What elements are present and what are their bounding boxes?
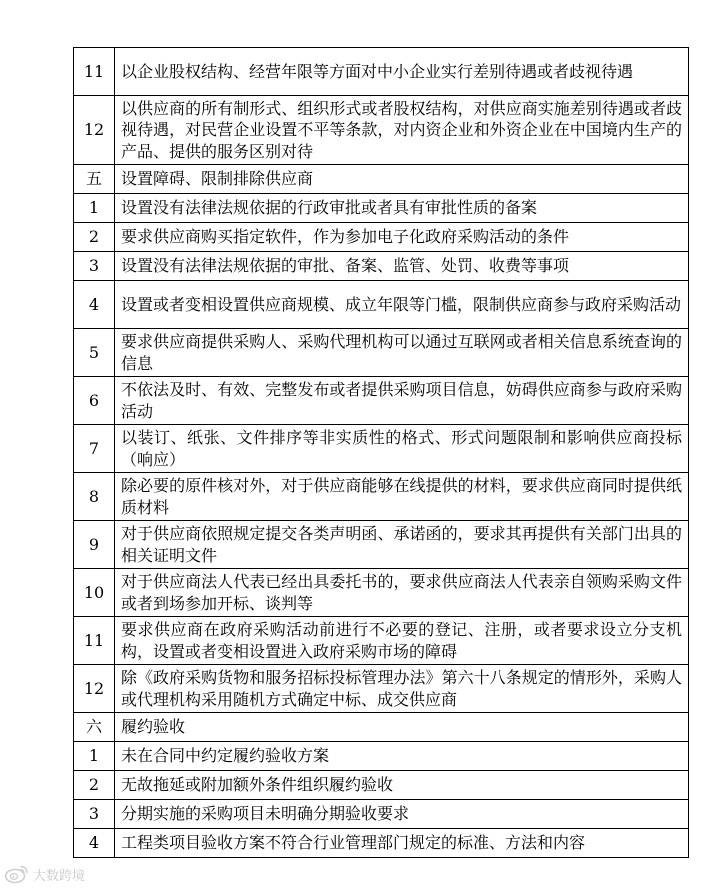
table-row — [74, 569, 689, 617]
table-row — [74, 617, 689, 665]
table-row — [74, 96, 689, 165]
watermark-text: 大数跨境 — [33, 868, 86, 884]
table-row — [74, 425, 689, 473]
row-number: 1 — [74, 742, 115, 771]
row-text: 履约验收 — [115, 713, 689, 742]
row-number: 六 — [74, 713, 115, 742]
table-row — [74, 194, 689, 223]
row-text: 要求供应商提供采购人、采购代理机构可以通过互联网或者相关信息系统查询的信息 — [115, 329, 689, 377]
row-number: 9 — [74, 521, 115, 569]
table-row — [74, 473, 689, 521]
table-body — [74, 48, 689, 858]
table-row — [74, 829, 689, 858]
row-text: 工程类项目验收方案不符合行业管理部门规定的标准、方法和内容 — [115, 829, 689, 858]
row-number: 3 — [74, 800, 115, 829]
row-text: 设置没有法律法规依据的审批、备案、监管、处罚、收费等事项 — [115, 252, 689, 281]
row-text: 以供应商的所有制形式、组织形式或者股权结构，对供应商实施差别待遇或者歧视待遇，对民营企业设置不平等条款，对内资企业和外资企业在中国境内生产的产品、提供的服务区别对待 — [115, 96, 689, 165]
row-text: 对于供应商依照规定提交各类声明函、承诺函的，要求其再提供有关部门出具的相关证明文件 — [115, 521, 689, 569]
row-text: 除必要的原件核对外，对于供应商能够在线提供的材料，要求供应商同时提供纸质材料 — [115, 473, 689, 521]
row-text: 以企业股权结构、经营年限等方面对中小企业实行差别待遇或者歧视待遇 — [115, 48, 689, 96]
row-text: 要求供应商购买指定软件，作为参加电子化政府采购活动的条件 — [115, 223, 689, 252]
weibo-icon — [4, 864, 30, 884]
row-number: 1 — [74, 194, 115, 223]
row-number: 5 — [74, 329, 115, 377]
table-row — [74, 252, 689, 281]
table-row — [74, 713, 689, 742]
row-text: 不依法及时、有效、完整发布或者提供采购项目信息，妨碍供应商参与政府采购活动 — [115, 377, 689, 425]
table-row — [74, 48, 689, 96]
table-row — [74, 771, 689, 800]
row-number: 4 — [74, 281, 115, 329]
table-row — [74, 800, 689, 829]
row-text: 要求供应商在政府采购活动前进行不必要的登记、注册，或者要求设立分支机构，设置或者变相设置进入政府采购市场的障碍 — [115, 617, 689, 665]
table-row — [74, 521, 689, 569]
table-row — [74, 377, 689, 425]
row-number: 4 — [74, 829, 115, 858]
row-text: 除《政府采购货物和服务招标投标管理办法》第六十八条规定的情形外，采购人或代理机构采用随机方式确定中标、成交供应商 — [115, 665, 689, 713]
row-number: 11 — [74, 617, 115, 665]
row-number: 12 — [74, 665, 115, 713]
row-number: 7 — [74, 425, 115, 473]
row-text: 无故拖延或附加额外条件组织履约验收 — [115, 771, 689, 800]
row-number: 2 — [74, 771, 115, 800]
table-row — [74, 223, 689, 252]
row-text: 设置没有法律法规依据的行政审批或者具有审批性质的备案 — [115, 194, 689, 223]
row-number: 3 — [74, 252, 115, 281]
row-text: 设置或者变相设置供应商规模、成立年限等门槛，限制供应商参与政府采购活动 — [115, 281, 689, 329]
row-number: 8 — [74, 473, 115, 521]
row-number: 12 — [74, 96, 115, 165]
document-table — [73, 47, 689, 858]
row-number: 2 — [74, 223, 115, 252]
row-number: 11 — [74, 48, 115, 96]
table-row — [74, 281, 689, 329]
row-text: 对于供应商法人代表已经出具委托书的，要求供应商法人代表亲自领购采购文件或者到场参加开标、谈判等 — [115, 569, 689, 617]
row-number: 五 — [74, 165, 115, 194]
row-text: 以装订、纸张、文件排序等非实质性的格式、形式问题限制和影响供应商投标（响应） — [115, 425, 689, 473]
table-row — [74, 665, 689, 713]
row-number: 10 — [74, 569, 115, 617]
table-row — [74, 329, 689, 377]
row-text: 分期实施的采购项目未明确分期验收要求 — [115, 800, 689, 829]
row-text: 未在合同中约定履约验收方案 — [115, 742, 689, 771]
table-row — [74, 742, 689, 771]
table-row — [74, 165, 689, 194]
row-text: 设置障碍、限制排除供应商 — [115, 165, 689, 194]
watermark — [4, 864, 85, 884]
row-number: 6 — [74, 377, 115, 425]
